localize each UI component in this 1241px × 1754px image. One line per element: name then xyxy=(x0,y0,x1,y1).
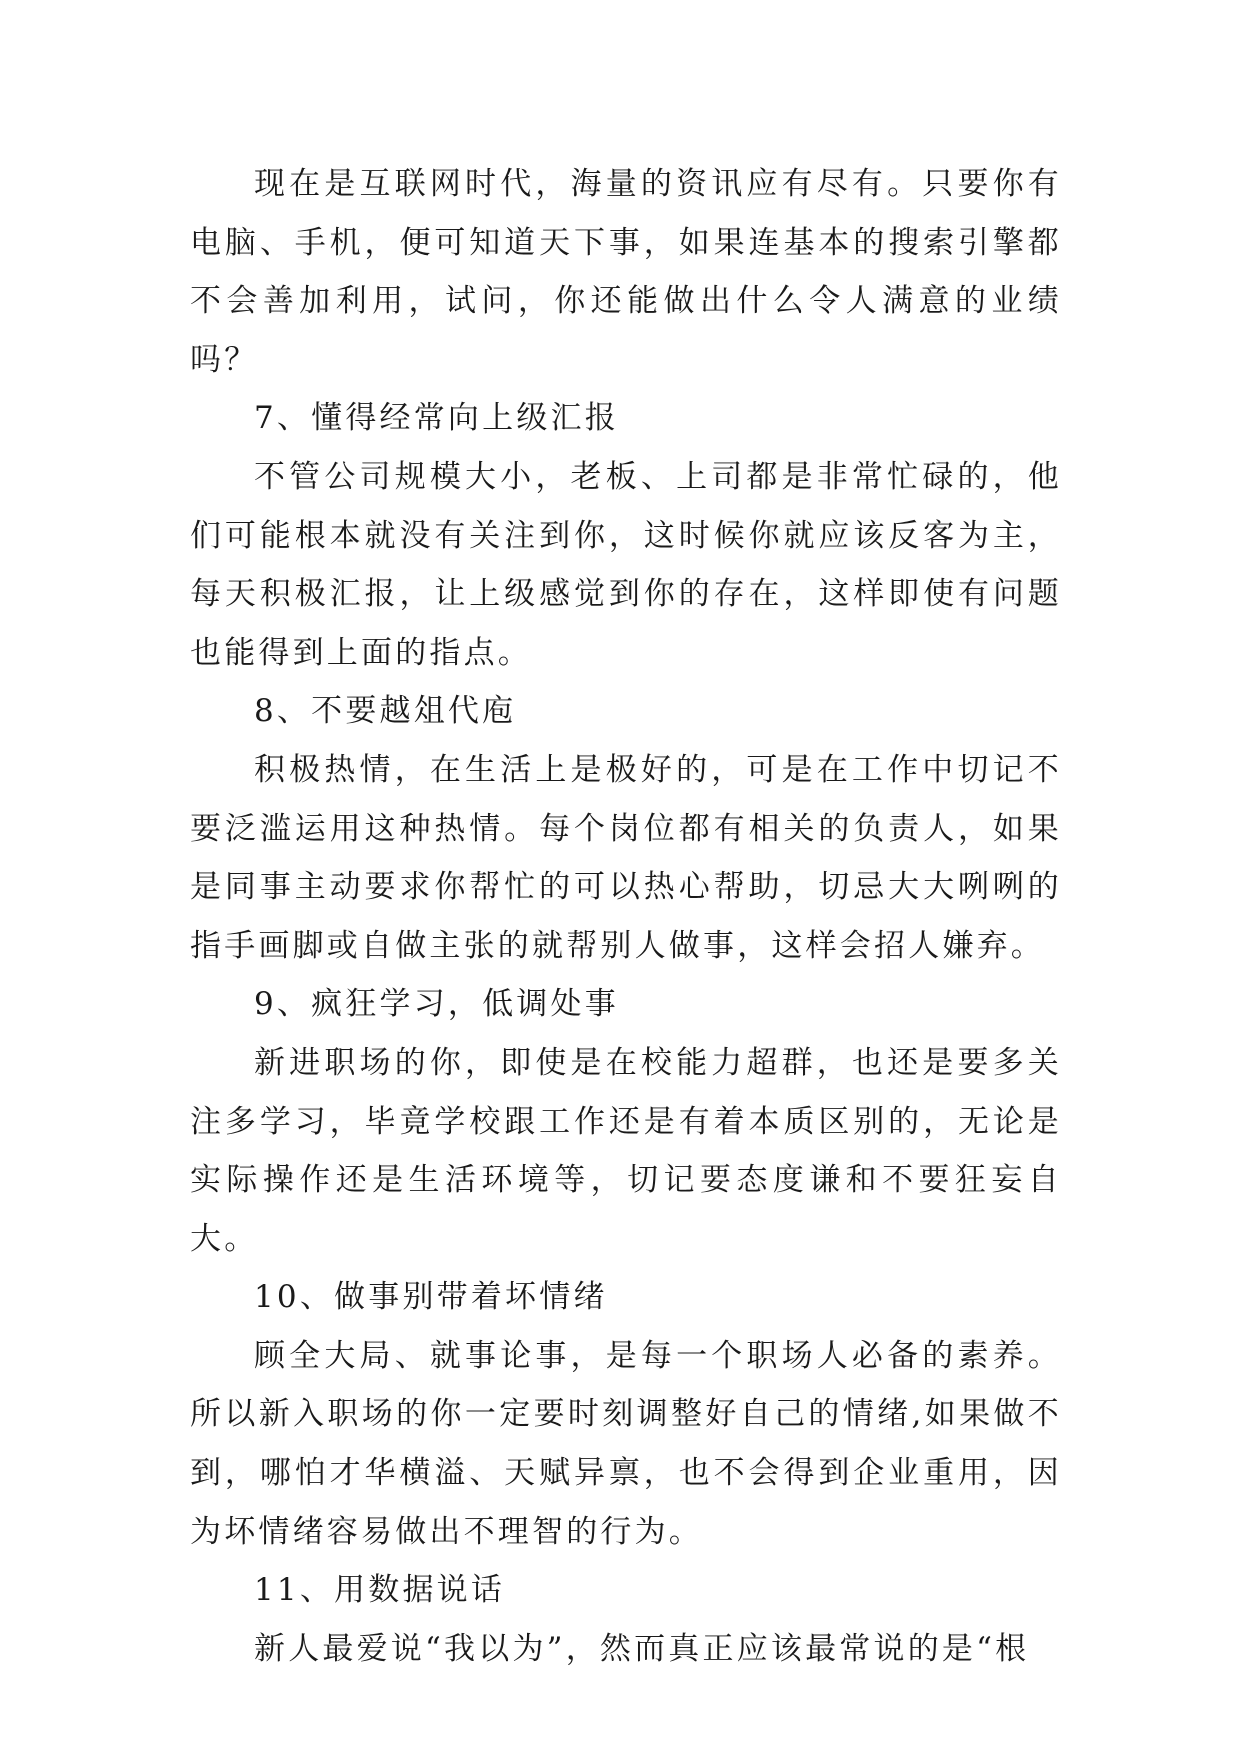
paragraph: 不管公司规模大小，老板、上司都是非常忙碌的，他们可能根本就没有关注到你，这时候你就应该反客为主，每天积极汇报，让上级感觉到你的存在，这样即使有问题也能得到上面的指点。 xyxy=(190,458,1062,671)
paragraph: 积极热情，在生活上是极好的，可是在工作中切记不要泛滥运用这种热情。每个岗位都有相关的负责人，如果是同事主动要求你帮忙的可以热心帮助，切忌大大咧咧的指手画脚或自做主张的就帮别人做事，这样会招人嫌弃。 xyxy=(190,751,1062,964)
document-body xyxy=(190,155,1062,1678)
section-heading: 10、做事别带着坏情绪 xyxy=(254,1279,608,1316)
paragraph: 现在是互联网时代，海量的资讯应有尽有。只要你有电脑、手机，便可知道天下事，如果连基本的搜索引擎都不会善加利用，试问，你还能做出什么令人满意的业绩吗？ xyxy=(190,166,1062,378)
paragraph: 新人最爱说“我以为”，然而真正应该最常说的是“根 xyxy=(254,1630,1030,1667)
section-heading: 9、疯狂学习，低调处事 xyxy=(254,986,619,1023)
paragraph: 新进职场的你，即使是在校能力超群，也还是要多关注多学习，毕竟学校跟工作还是有着本质区别的，无论是实际操作还是生活环境等，切记要态度谦和不要狂妄自大。 xyxy=(190,1044,1062,1257)
paragraph: 顾全大局、就事论事，是每一个职场人必备的素养。所以新入职场的你一定要时刻调整好自己的情绪,如果做不到，哪怕才华横溢、天赋异禀，也不会得到企业重用，因为坏情绪容易做出不理智的行为。 xyxy=(190,1337,1062,1550)
section-heading: 11、用数据说话 xyxy=(254,1572,506,1609)
section-heading: 8、不要越俎代庖 xyxy=(254,693,517,730)
section-heading: 7、懂得经常向上级汇报 xyxy=(254,400,619,437)
